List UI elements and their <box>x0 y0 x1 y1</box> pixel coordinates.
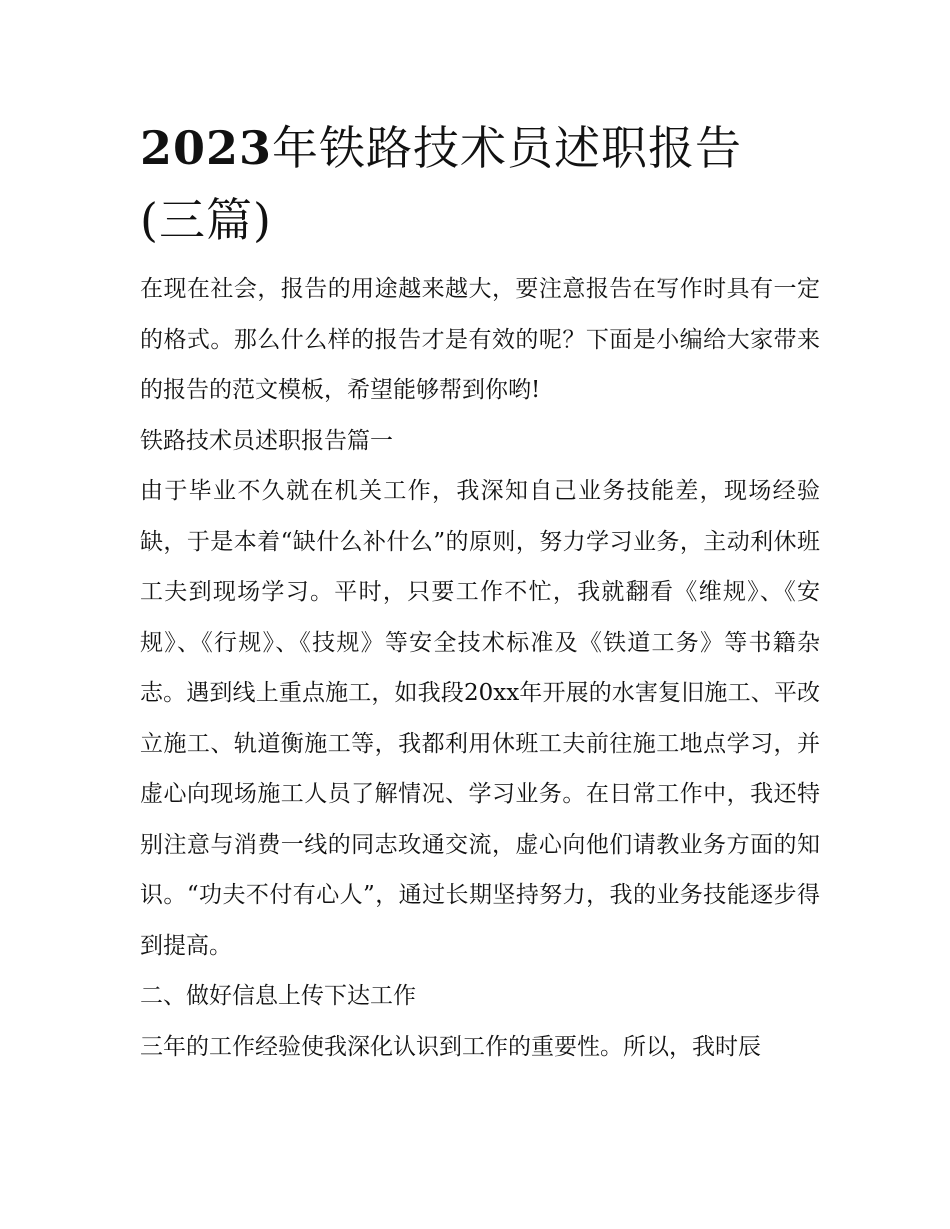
body-paragraph-study: 由于毕业不久就在机关工作，我深知自己业务技能差，现场经验缺，于是本着“缺什么补什么”的原则，努力学习业务，主动利休班工夫到现场学习。平时，只要工作不忙，我就翻看《维规》、《安规》、《行规》、《技规》等安全技术标准及《铁道工务》等书籍杂志。遇到线上重点施工，如我段20xx年开展的水害复旧施工、平改立施工、轨道衡施工等，我都利用休班工夫前往施工地点学习，并虚心向现场施工人员了解情况、学习业务。在日常工作中，我还特别注意与消费一线的同志玫通交流，虚心向他们请教业务方面的知识。“功夫不付有心人”，通过长期坚持努力，我的业务技能逐步得到提高。 <box>140 478 820 959</box>
intro-paragraph: 在现在社会，报告的用途越来越大，要注意报告在写作时具有一定的格式。那么什么样的报告才是有效的呢？下面是小编给大家带来的报告的范文模板，希望能够帮到你哟! <box>140 276 820 403</box>
document-page <box>140 112 820 1072</box>
section-heading-part-one: 铁路技术员述职报告篇一 <box>140 427 393 454</box>
section-heading-info: 二、做好信息上传下达工作 <box>140 983 416 1009</box>
title-text: 年铁路技术员述职报告 <box>272 121 743 175</box>
document-title <box>140 112 820 256</box>
body-paragraph-experience: 三年的工作经验使我深化认识到工作的重要性。所以，我时辰 <box>140 1033 761 1060</box>
title-year: 2023 <box>140 121 273 175</box>
title-subtitle: (三篇) <box>140 193 272 247</box>
